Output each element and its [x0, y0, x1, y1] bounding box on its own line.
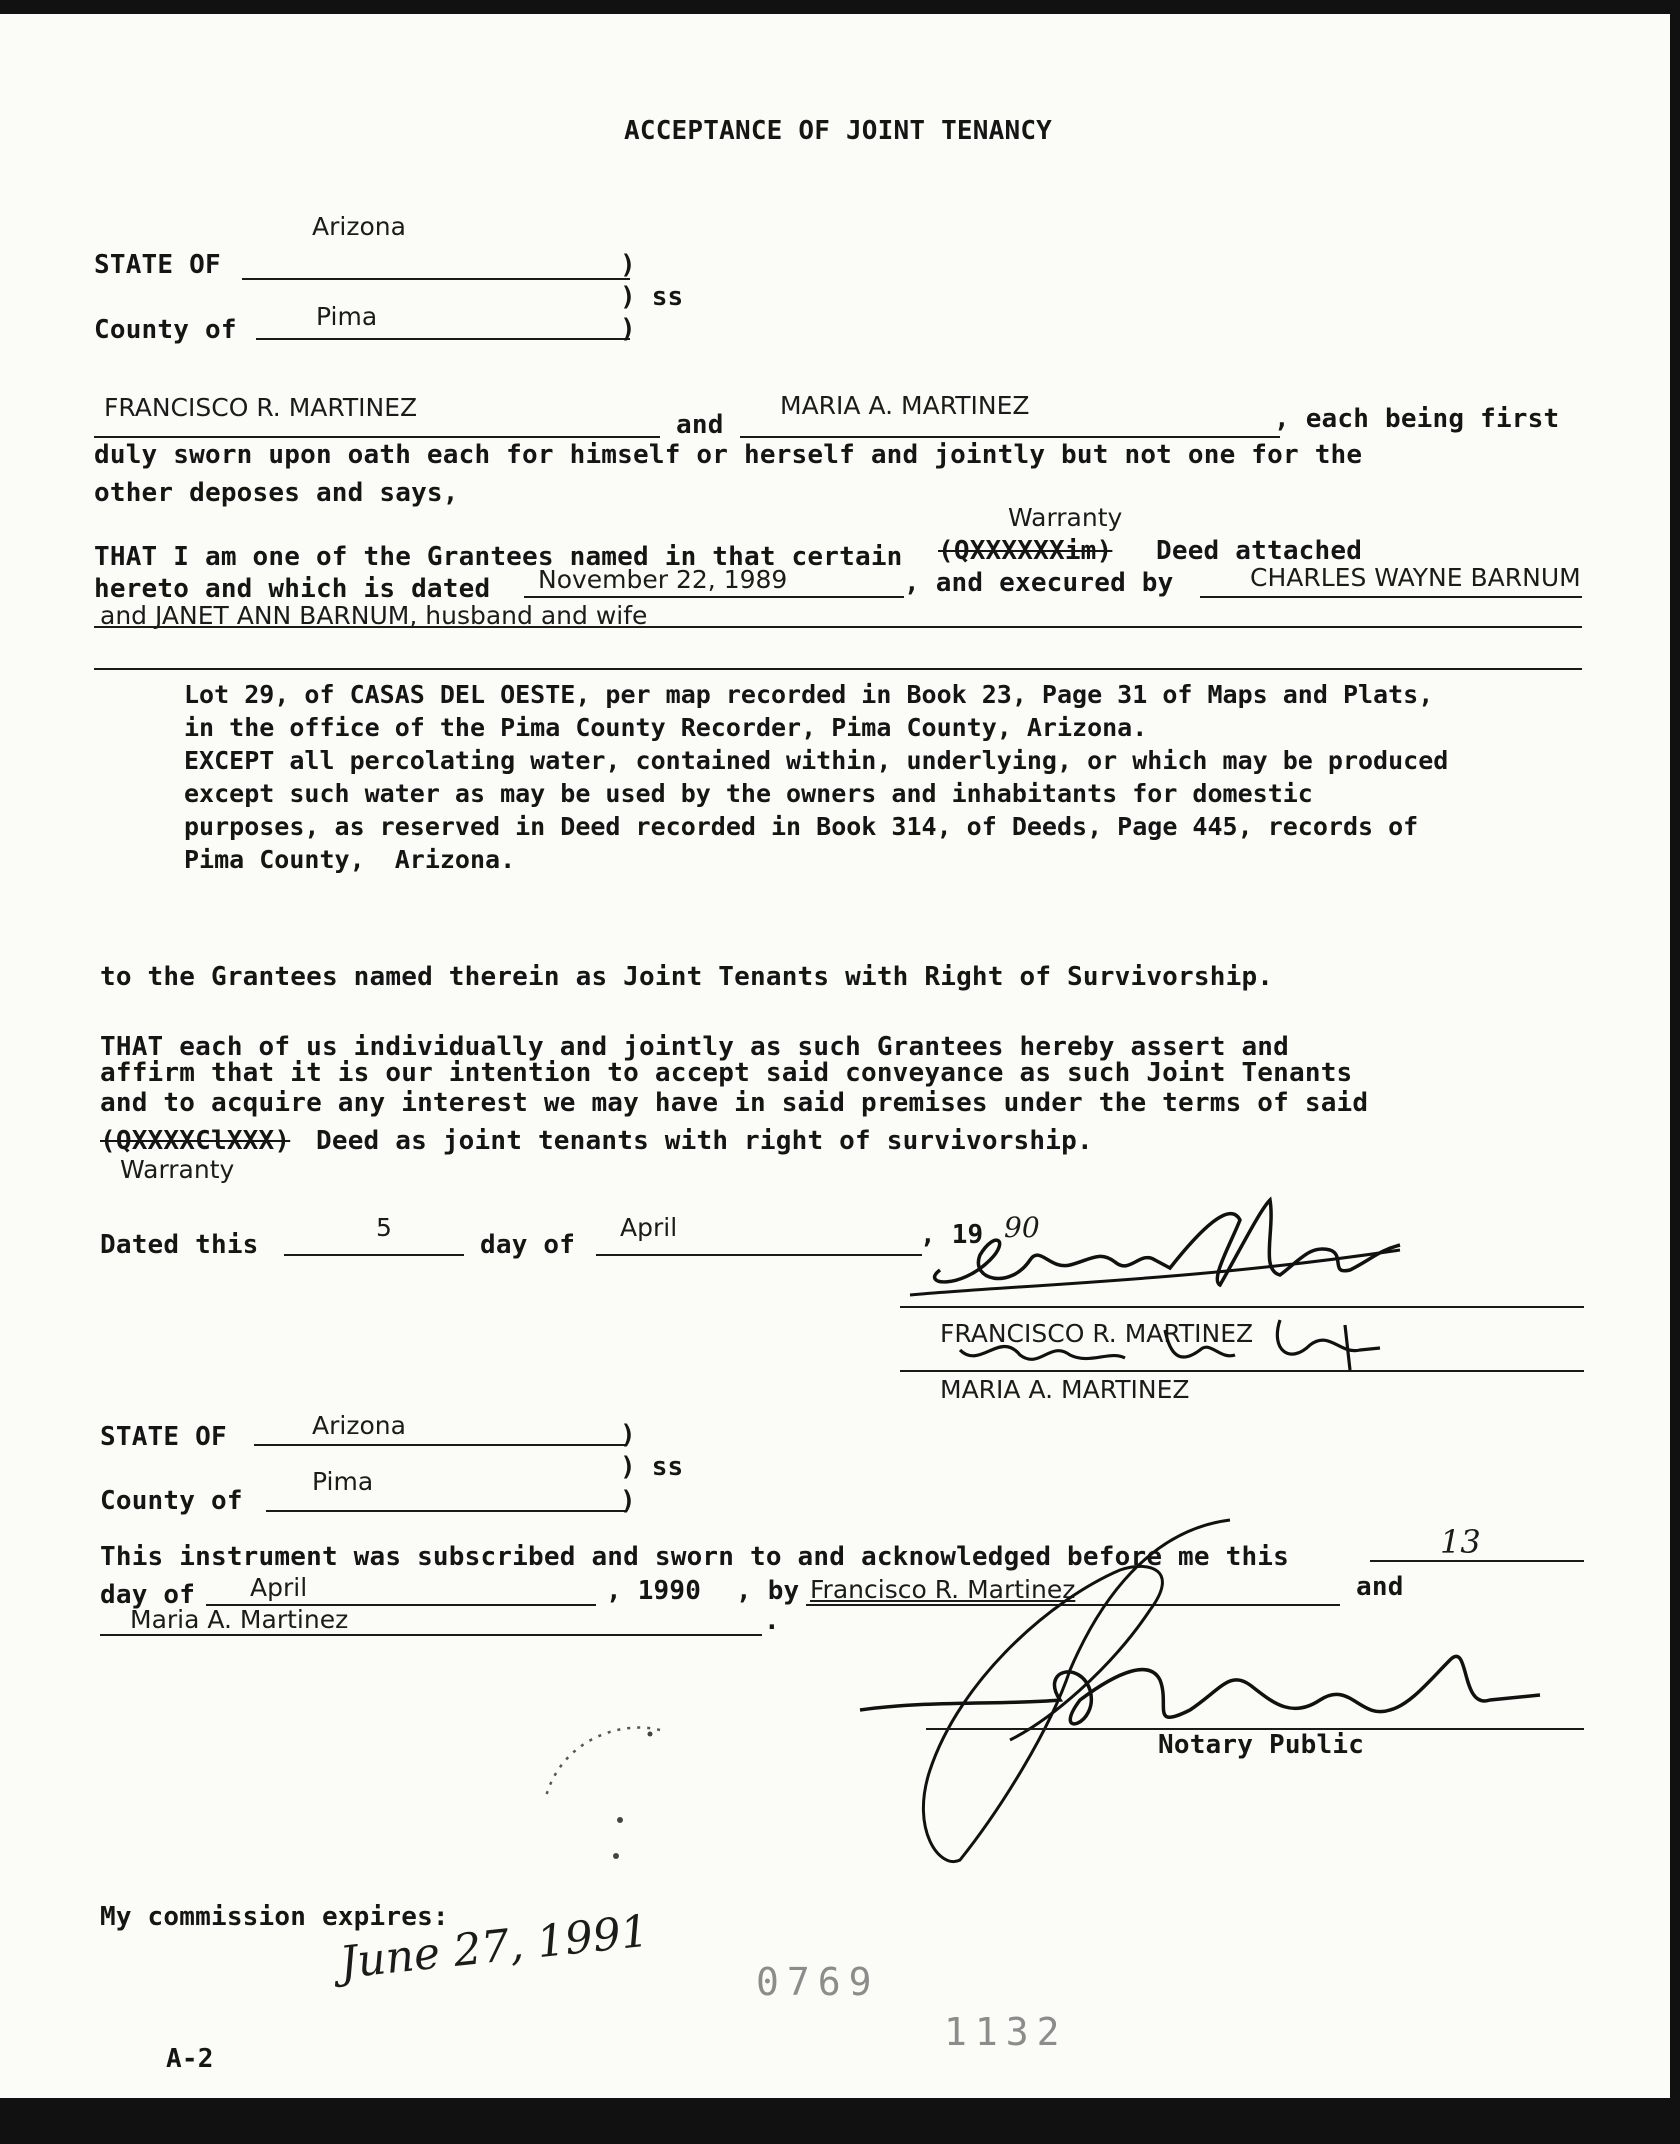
ack-year: , 1990 [606, 1576, 702, 1606]
dated-century: , 19 [920, 1220, 984, 1250]
parties-and: and [676, 410, 724, 440]
legal-line: EXCEPT all percolating water, contained within, underlying, or which may be produced [184, 746, 1449, 775]
dated-month-line [596, 1254, 922, 1256]
bracket-2b: ) [620, 1486, 636, 1516]
dated-year-hand: 90 [1004, 1211, 1040, 1244]
survivorship-line: to the Grantees named therein as Joint Tenants with Right of Survivorship. [100, 962, 1274, 992]
county-value-1: Pima [316, 302, 378, 331]
parties-tail: , each being first [1274, 404, 1560, 434]
notary-seal [520, 1720, 680, 1870]
bracket-1a: ) [620, 250, 636, 280]
ack-month: April [250, 1573, 308, 1602]
ss-label-2: ) ss [620, 1452, 684, 1482]
ack-day-of: day of [100, 1580, 196, 1610]
state-line-1 [242, 278, 630, 280]
assertion-struck: (QXXXXClXXX) [100, 1126, 291, 1156]
warranty-insert-1: Warranty [1008, 503, 1123, 532]
legal-line: except such water as may be used by the owners and inhabitants for domestic [184, 779, 1313, 808]
legal-line: in the office of the Pima County Recorder, Pima County, Arizona. [184, 713, 1148, 742]
signer-name-1: FRANCISCO R. MARTINEZ [940, 1319, 1254, 1348]
grantee-2-line [740, 436, 1280, 438]
county-label-1: County of [94, 315, 237, 345]
grantor-2: and JANET ANN BARNUM, husband and wife [100, 601, 648, 630]
grantee-1-line [94, 436, 660, 438]
signature-line-1 [900, 1306, 1584, 1308]
dated-day: 5 [376, 1213, 392, 1242]
commission-date-hand: June 27, 1991 [337, 1905, 652, 1989]
grantor-1: CHARLES WAYNE BARNUM [1250, 563, 1581, 592]
ack-and: and [1356, 1572, 1404, 1602]
signer-name-2: MARIA A. MARTINEZ [940, 1375, 1190, 1404]
legal-line: Lot 29, of CASAS DEL OESTE, per map recorded in Book 23, Page 31 of Maps and Plats, [184, 680, 1434, 709]
deed-date-line [524, 596, 904, 598]
signature-notary [850, 1510, 1550, 1870]
stamp-number-a: 0769 [756, 1960, 880, 2004]
county-line-2 [266, 1510, 626, 1512]
ack-name-2-line [100, 1634, 762, 1636]
ack-name-2: Maria A. Martinez [130, 1605, 349, 1634]
assertion-line: THAT each of us individually and jointly as such Grantees hereby assert and [100, 1032, 1289, 1062]
grantor-1-line [1200, 596, 1582, 598]
state-label-2: STATE OF [100, 1422, 227, 1452]
county-line-1 [256, 338, 630, 340]
bracket-1b: ) [620, 314, 636, 344]
page-code: A-2 [166, 2044, 214, 2074]
dated-day-of: day of [480, 1230, 576, 1260]
stamp-number-b: 1132 [944, 2010, 1068, 2054]
signature-francisco [900, 1190, 1420, 1320]
notary-label: Notary Public [1158, 1730, 1365, 1760]
ack-by: , by [736, 1576, 800, 1606]
deed-type-struck: (QXXXXXXim) [938, 536, 1113, 566]
parties-line-3: other deposes and says, [94, 478, 459, 508]
signature-line-2 [900, 1370, 1584, 1372]
ack-period: . [764, 1606, 780, 1636]
deed-line-1a: THAT I am one of the Grantees named in that certain [94, 542, 903, 572]
ack-line-1: This instrument was subscribed and sworn to and acknowledged before me this [100, 1542, 1289, 1572]
blank-deed-line [94, 668, 1582, 670]
deed-line-2b: , and execured by [904, 568, 1174, 598]
scan-edge-bottom [0, 2098, 1680, 2144]
state-line-2 [254, 1444, 626, 1446]
commission-label: My commission expires: [100, 1902, 449, 1932]
document-title: ACCEPTANCE OF JOINT TENANCY [624, 116, 1053, 146]
grantee-2: MARIA A. MARTINEZ [780, 391, 1030, 420]
legal-description [184, 678, 1448, 876]
parties-line-2: duly sworn upon oath each for himself or herself and jointly but not one for the [94, 440, 1363, 470]
state-label-1: STATE OF [94, 250, 221, 280]
deed-date: November 22, 1989 [538, 565, 788, 594]
grantor-2-line [94, 626, 1582, 628]
deed-line-1b: Deed attached [1156, 536, 1363, 566]
scan-edge-top [0, 0, 1680, 14]
bracket-2a: ) [620, 1420, 636, 1450]
ack-day-hand: 13 [1440, 1523, 1481, 1561]
dated-month: April [620, 1213, 678, 1242]
assertion-line: affirm that it is our intention to accept said conveyance as such Joint Tenants [100, 1058, 1353, 1088]
assertion-last: Deed as joint tenants with right of survivorship. [316, 1126, 1093, 1156]
scan-edge-right [1670, 0, 1680, 2144]
legal-line: Pima County, Arizona. [184, 845, 516, 874]
warranty-insert-2: Warranty [120, 1155, 235, 1184]
legal-line: purposes, as reserved in Deed recorded in Book 314, of Deeds, Page 445, records of [184, 812, 1419, 841]
deed-line-2a: hereto and which is dated [94, 574, 491, 604]
dated-day-line [284, 1254, 464, 1256]
state-value-1: Arizona [312, 212, 406, 241]
dated-prefix: Dated this [100, 1230, 259, 1260]
ack-name-1: Francisco R. Martinez [810, 1575, 1076, 1604]
ss-label-1: ) ss [620, 282, 684, 312]
grantee-1: FRANCISCO R. MARTINEZ [104, 393, 418, 422]
county-label-2: County of [100, 1486, 243, 1516]
assertion-line: and to acquire any interest we may have in said premises under the terms of said [100, 1088, 1369, 1118]
county-value-2: Pima [312, 1467, 374, 1496]
state-value-2: Arizona [312, 1411, 406, 1440]
